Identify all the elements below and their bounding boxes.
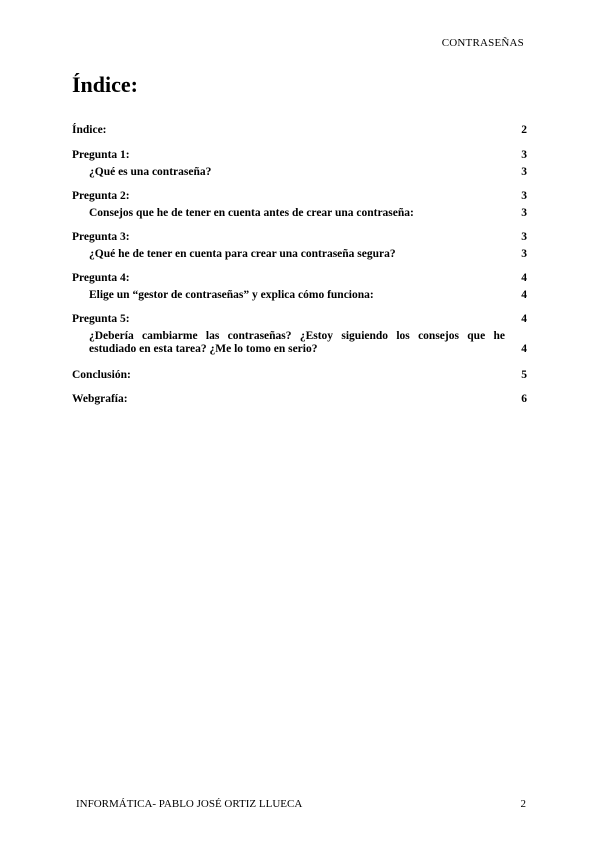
toc-entry-cambiar-contrasenas[interactable]	[89, 330, 527, 356]
toc-entry-conclusion[interactable]	[72, 369, 527, 382]
toc-entry-gestor-contrasenas[interactable]	[89, 289, 527, 302]
toc-entry-page: 5	[521, 369, 527, 381]
toc-entry-page: 3	[521, 207, 527, 219]
toc-entry-label: Elige un “gestor de contraseñas” y explica cómo funciona:	[89, 289, 374, 301]
toc-entry-label: Consejos que he de tener en cuenta antes de crear una contraseña:	[89, 207, 414, 219]
toc-entry-label: Pregunta 4:	[72, 272, 130, 284]
header-title: CONTRASEÑAS	[441, 37, 524, 49]
toc-entry-page: 4	[521, 272, 527, 284]
toc-entry-page: 3	[521, 190, 527, 202]
toc-entry-page: 3	[521, 166, 527, 178]
toc-entry-label: Pregunta 5:	[72, 313, 130, 325]
toc-entry-label: Webgrafía:	[72, 393, 128, 405]
toc-entry-label: ¿Qué he de tener en cuenta para crear una contraseña segura?	[89, 248, 396, 260]
toc-entry-indice[interactable]	[72, 124, 527, 137]
toc-entry-label: Conclusión:	[72, 369, 131, 381]
footer-author: INFORMÁTICA- PABLO JOSÉ ORTIZ LLUECA	[76, 798, 303, 810]
toc-entry-label: Pregunta 2:	[72, 190, 130, 202]
toc-entry-contrasena-segura[interactable]	[89, 248, 527, 261]
toc-entry-page: 2	[521, 124, 527, 136]
toc-entry-page: 3	[521, 231, 527, 243]
toc-entry-page: 4	[521, 289, 527, 301]
toc-entry-label: Pregunta 1:	[72, 149, 130, 161]
toc-entry-webgrafia[interactable]	[72, 393, 527, 406]
toc-entry-pregunta-1[interactable]	[72, 149, 527, 162]
toc-entry-consejos[interactable]	[89, 207, 527, 220]
toc-entry-pregunta-2[interactable]	[72, 190, 527, 203]
toc-entry-page: 4	[521, 343, 527, 355]
toc-entry-que-es-contrasena[interactable]	[89, 166, 527, 179]
toc-entry-page: 6	[521, 393, 527, 405]
toc-entry-label: ¿Qué es una contraseña?	[89, 166, 212, 178]
toc-entry-pregunta-5[interactable]	[72, 313, 527, 326]
toc-entry-pregunta-4[interactable]	[72, 272, 527, 285]
toc-entry-page: 3	[521, 248, 527, 260]
toc-entry-label: Pregunta 3:	[72, 231, 130, 243]
toc-entry-label: ¿Debería cambiarme las contraseñas? ¿Estoy siguiendo los consejos que he estudiado en esta tarea? ¿Me lo tomo en serio?	[89, 330, 505, 355]
toc-entry-pregunta-3[interactable]	[72, 231, 527, 244]
toc-entry-page: 4	[521, 313, 527, 325]
toc-entry-label: Índice:	[72, 124, 107, 136]
footer-page-number: 2	[520, 798, 526, 810]
index-heading: Índice:	[72, 72, 138, 97]
toc-entry-page: 3	[521, 149, 527, 161]
